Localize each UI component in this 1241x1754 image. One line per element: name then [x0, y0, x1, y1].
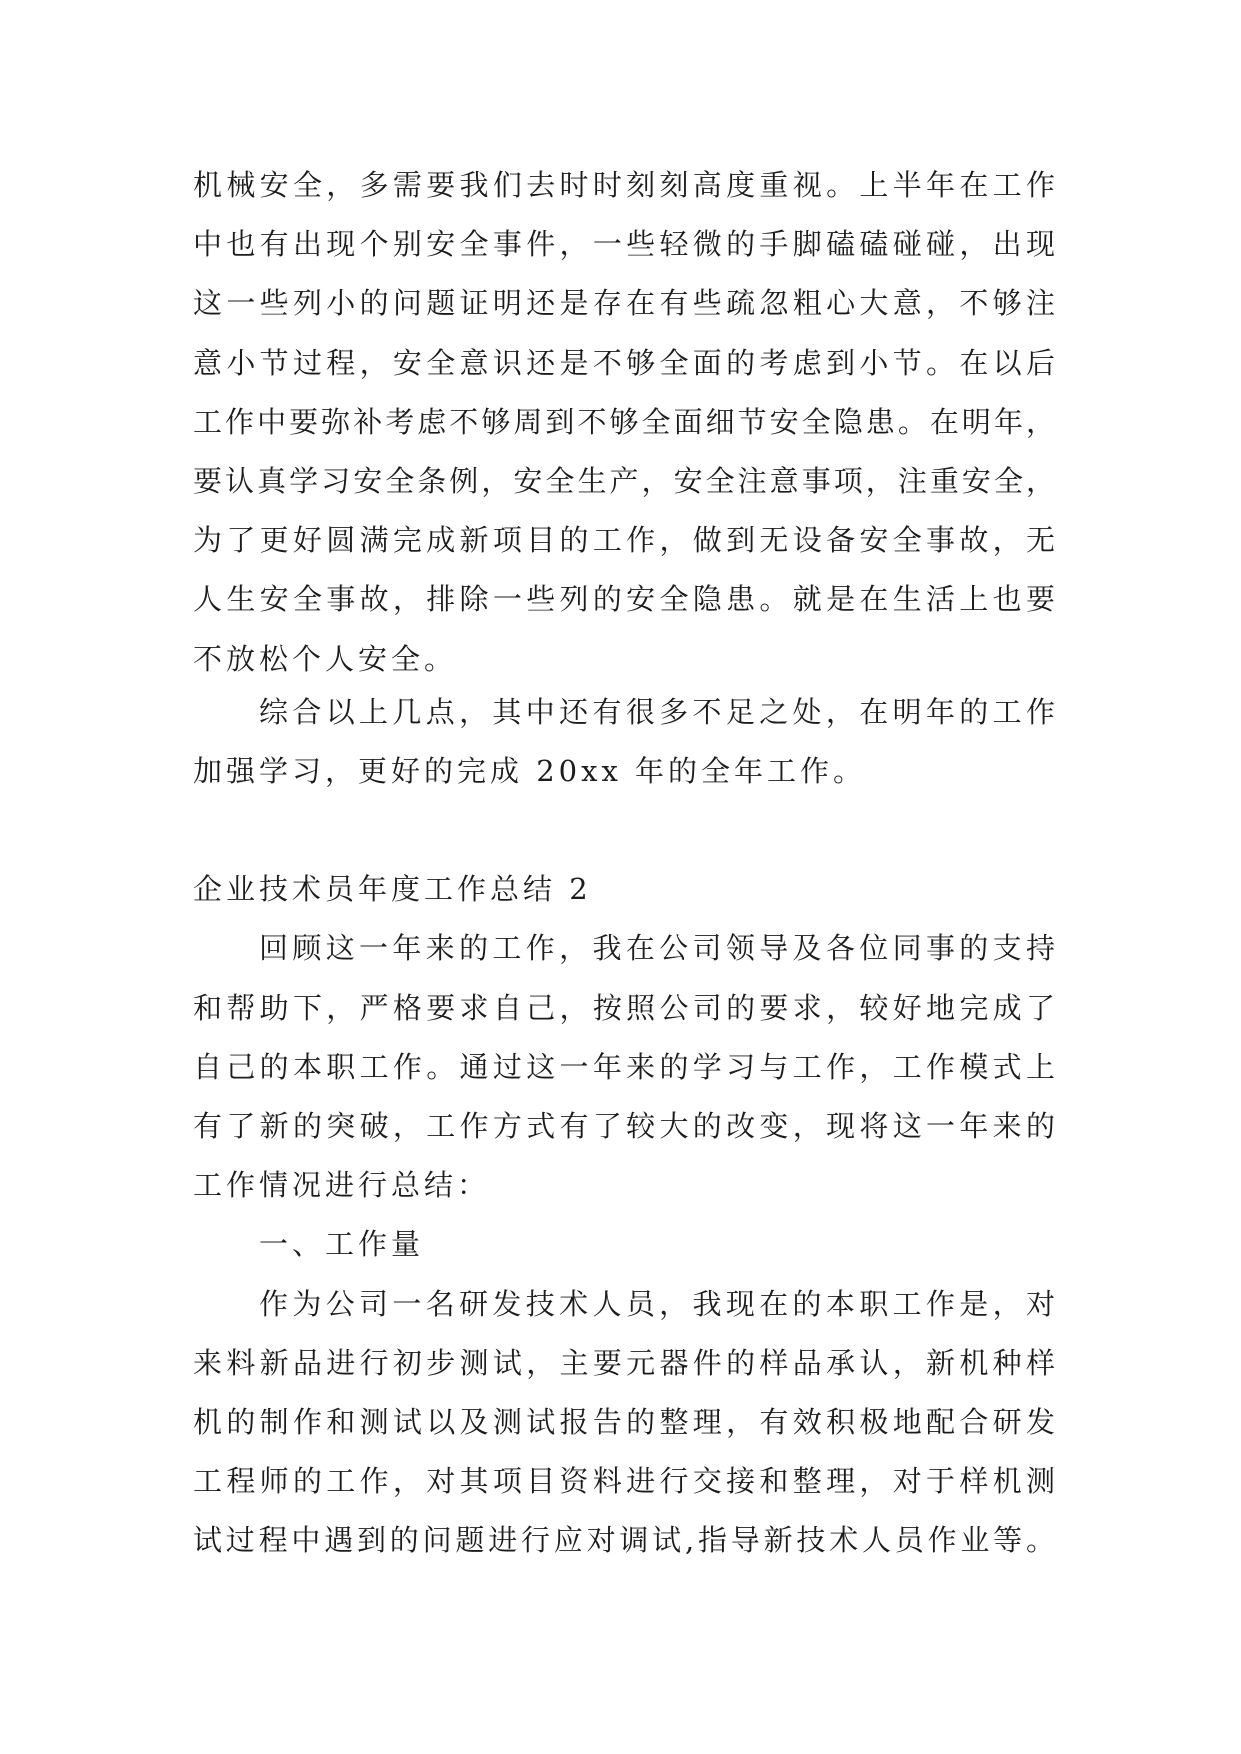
section-heading: 企业技术员年度工作总结 2	[193, 872, 592, 907]
text-line: 有了新的突破，工作方式有了较大的改变，现将这一年来的	[193, 1109, 1055, 1143]
text-line: 要认真学习安全条例，安全生产，安全注意事项，注重安全，	[193, 463, 1055, 498]
subsection-heading: 一、工作量	[259, 1227, 425, 1262]
text-line: 工作情况进行总结：	[193, 1168, 491, 1203]
paragraph	[193, 156, 1055, 689]
text-line: 综合以上几点，其中还有很多不足之处，在明年的工作	[259, 694, 1055, 729]
text-line: 机械安全，多需要我们去时时刻刻高度重视。上半年在工作	[193, 168, 1055, 202]
blank-line	[193, 801, 1055, 860]
text-line: 机的制作和测试以及测试报告的整理，有效积极地配合研发	[193, 1404, 1055, 1439]
text-line: 中也有出现个别安全事件，一些轻微的手脚磕磕碰碰，出现	[193, 227, 1055, 262]
text-line: 加强学习，更好的完成 20xx 年的全年工作。	[193, 753, 867, 788]
text-line: 不放松个人安全。	[193, 641, 458, 676]
text-line: 意小节过程，安全意识还是不够全面的考虑到小节。在以后	[193, 345, 1055, 380]
paragraph	[193, 919, 1055, 1215]
text-line: 为了更好圆满完成新项目的工作，做到无设备安全事故，无	[193, 523, 1055, 558]
text-line: 来料新品进行初步测试，主要元器件的样品承认，新机种样	[193, 1345, 1055, 1380]
text-line: 回顾这一年来的工作，我在公司领导及各位同事的支持	[259, 931, 1055, 966]
text-line: 作为公司一名研发技术人员，我现在的本职工作是，对	[259, 1286, 1055, 1321]
text-line: 工作中要弥补考虑不够周到不够全面细节安全隐患。在明年，	[193, 404, 1055, 439]
paragraph	[193, 683, 1055, 801]
paragraph	[193, 1275, 1055, 1571]
document-body	[193, 156, 1055, 1571]
text-line: 人生安全事故，排除一些列的安全隐患。就是在生活上也要	[193, 582, 1055, 617]
text-line: 这一些列小的问题证明还是存在有些疏忽粗心大意，不够注	[193, 286, 1055, 321]
text-line: 工程师的工作，对其项目资料进行交接和整理，对于样机测	[193, 1464, 1055, 1499]
text-line: 和帮助下，严格要求自己，按照公司的要求，较好地完成了	[193, 990, 1055, 1025]
text-line: 试过程中遇到的问题进行应对调试,指导新技术人员作业等。	[193, 1523, 1055, 1558]
text-line: 自己的本职工作。通过这一年来的学习与工作，工作模式上	[193, 1049, 1055, 1084]
